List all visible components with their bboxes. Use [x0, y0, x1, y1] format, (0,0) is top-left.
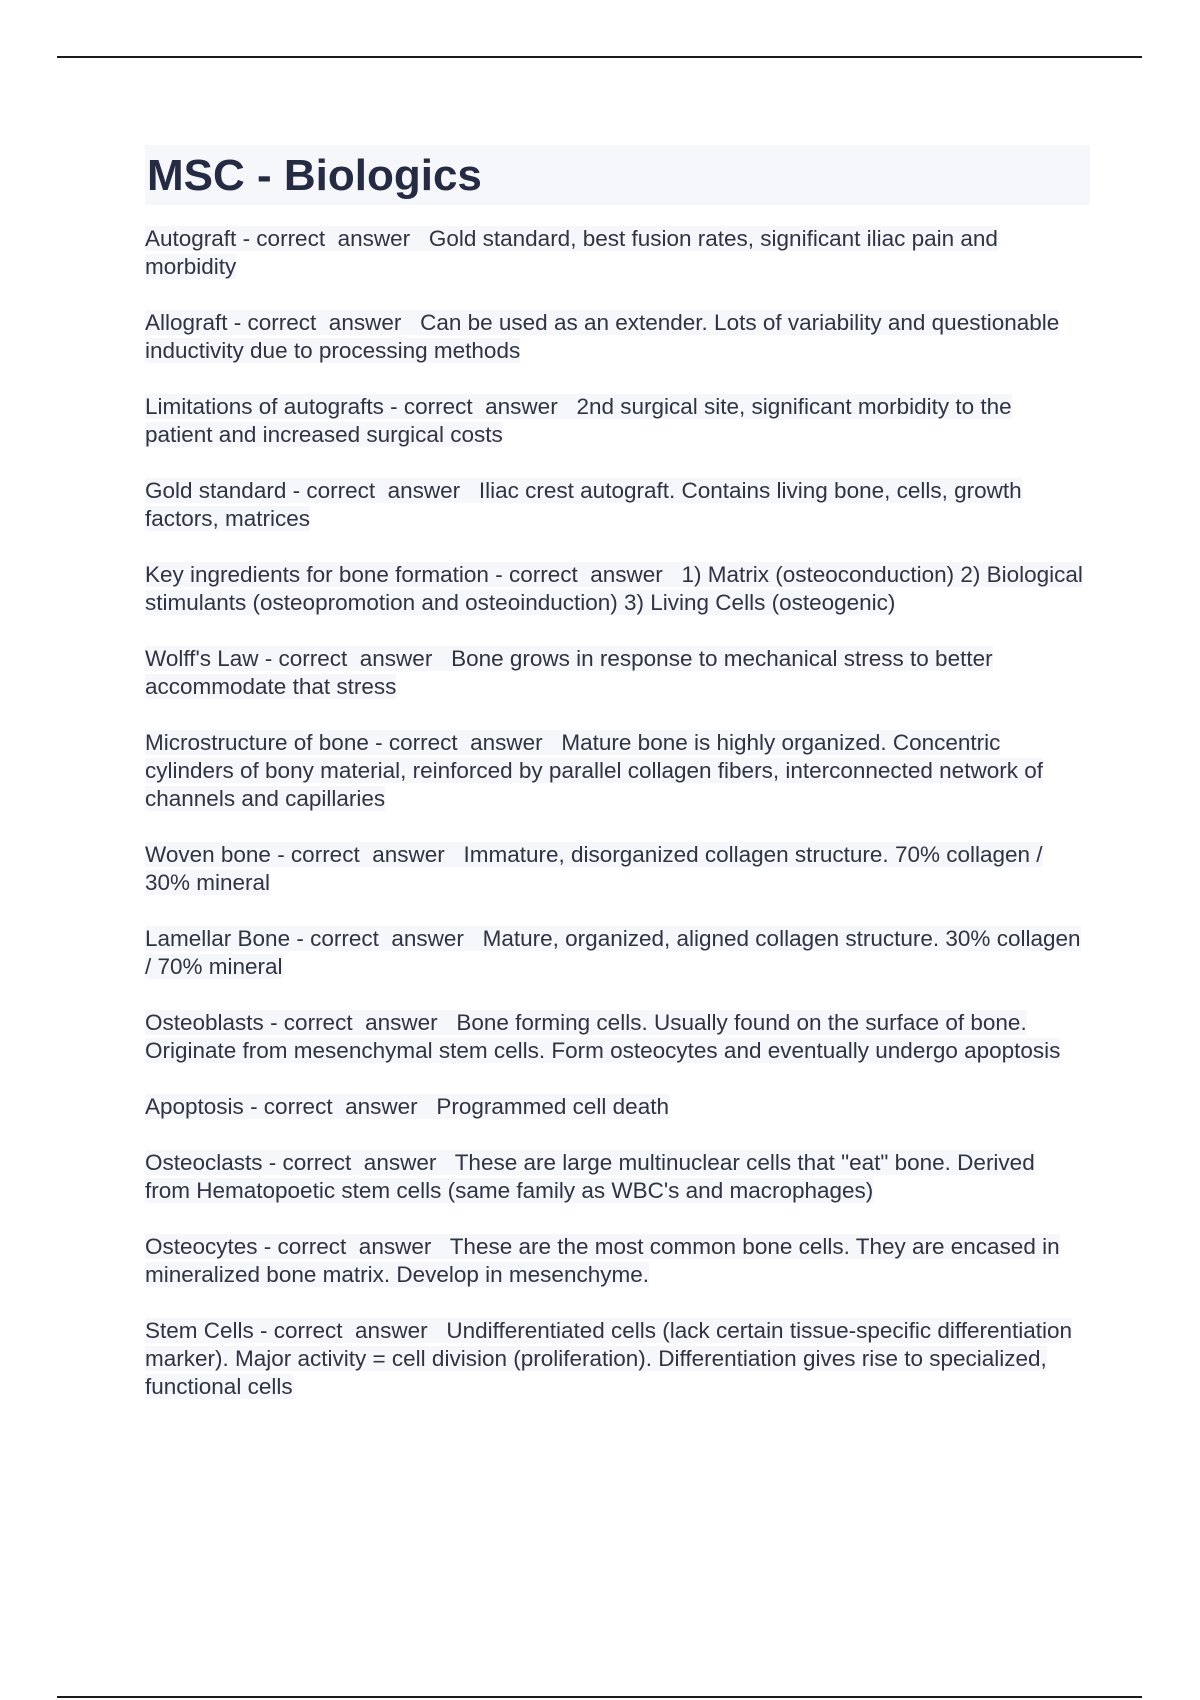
- entry-term: Microstructure of bone: [145, 730, 369, 755]
- entry-term: Osteoclasts: [145, 1150, 263, 1175]
- entry-definition: 1) Matrix (osteoconduction) 2) Biological stimulants (osteopromotion and osteoinduction) 3) Living Cells (osteogenic): [145, 562, 1083, 615]
- entry-term: Limitations of autografts: [145, 394, 384, 419]
- entry-definition: Undifferentiated cells (lack certain tissue-specific differentiation marker). Major activity = cell division (proliferation). Differentiation gives rise to specialized, functional cells: [145, 1318, 1073, 1399]
- entry-definition: Programmed cell death: [436, 1094, 669, 1119]
- entry-separator: - correct answer: [488, 562, 682, 587]
- list-item: [145, 925, 1090, 981]
- list-item: [145, 1093, 1090, 1121]
- entry-term: Key ingredients for bone formation: [145, 562, 489, 587]
- entry-definition: Can be used as an extender. Lots of variability and questionable inductivity due to processing methods: [145, 310, 1060, 363]
- entry-separator: - correct answer: [227, 310, 421, 335]
- page-title: MSC - Biologics: [147, 151, 482, 200]
- entry-term: Osteoblasts: [145, 1010, 264, 1035]
- entry-separator: - correct answer: [290, 926, 483, 951]
- list-item: [145, 1233, 1090, 1289]
- entry-separator: - correct answer: [263, 1010, 457, 1035]
- entry-term: Apoptosis: [145, 1094, 244, 1119]
- list-item: [145, 841, 1090, 897]
- entry-term: Stem Cells: [145, 1318, 254, 1343]
- entry-definition: Iliac crest autograft. Contains living bone, cells, growth factors, matrices: [145, 478, 1022, 531]
- entry-separator: - correct answer: [262, 1150, 455, 1175]
- entry-term: Autograft: [145, 226, 237, 251]
- list-item: [145, 477, 1090, 533]
- top-rule: [57, 56, 1142, 58]
- list-item: [145, 309, 1090, 365]
- bottom-rule: [57, 1696, 1142, 1698]
- entry-separator: - correct answer: [243, 1094, 437, 1119]
- entry-term: Wolff's Law: [145, 646, 259, 671]
- list-item: [145, 1009, 1090, 1065]
- entry-separator: - correct answer: [257, 1234, 450, 1259]
- document-body: [145, 145, 1090, 1429]
- list-item: [145, 729, 1090, 813]
- entry-definition: Bone forming cells. Usually found on the surface of bone. Originate from mesenchymal stem cells. Form osteocytes and eventually undergo apoptosis: [145, 1010, 1061, 1063]
- entry-list: [145, 225, 1090, 1401]
- entry-definition: Gold standard, best fusion rates, significant iliac pain and morbidity: [145, 226, 998, 279]
- list-item: [145, 225, 1090, 281]
- entry-separator: - correct answer: [383, 394, 577, 419]
- entry-term: Lamellar Bone: [145, 926, 291, 951]
- entry-definition: Mature bone is highly organized. Concentric cylinders of bony material, reinforced by parallel collagen fibers, interconnected network of channels and capillaries: [145, 730, 1043, 811]
- entry-separator: - correct answer: [368, 730, 562, 755]
- entry-definition: These are large multinuclear cells that "eat" bone. Derived from Hematopoetic stem cells (same family as WBC's and macrophages): [145, 1150, 1035, 1203]
- entry-separator: - correct answer: [253, 1318, 447, 1343]
- entry-definition: Bone grows in response to mechanical stress to better accommodate that stress: [145, 646, 993, 699]
- entry-definition: Mature, organized, aligned collagen structure. 30% collagen / 70% mineral: [145, 926, 1081, 979]
- list-item: [145, 645, 1090, 701]
- entry-term: Gold standard: [145, 478, 287, 503]
- list-item: [145, 1317, 1090, 1401]
- entry-separator: - correct answer: [236, 226, 429, 251]
- entry-definition: 2nd surgical site, significant morbidity to the patient and increased surgical costs: [145, 394, 1012, 447]
- title-block: [145, 145, 1090, 205]
- entry-term: Woven bone: [145, 842, 271, 867]
- list-item: [145, 1149, 1090, 1205]
- entry-separator: - correct answer: [270, 842, 464, 867]
- entry-definition: Immature, disorganized collagen structure. 70% collagen / 30% mineral: [145, 842, 1043, 895]
- entry-term: Osteocytes: [145, 1234, 258, 1259]
- list-item: [145, 393, 1090, 449]
- list-item: [145, 561, 1090, 617]
- entry-separator: - correct answer: [286, 478, 479, 503]
- entry-definition: These are the most common bone cells. They are encased in mineralized bone matrix. Develop in mesenchyme.: [145, 1234, 1060, 1287]
- entry-term: Allograft: [145, 310, 228, 335]
- entry-separator: - correct answer: [258, 646, 452, 671]
